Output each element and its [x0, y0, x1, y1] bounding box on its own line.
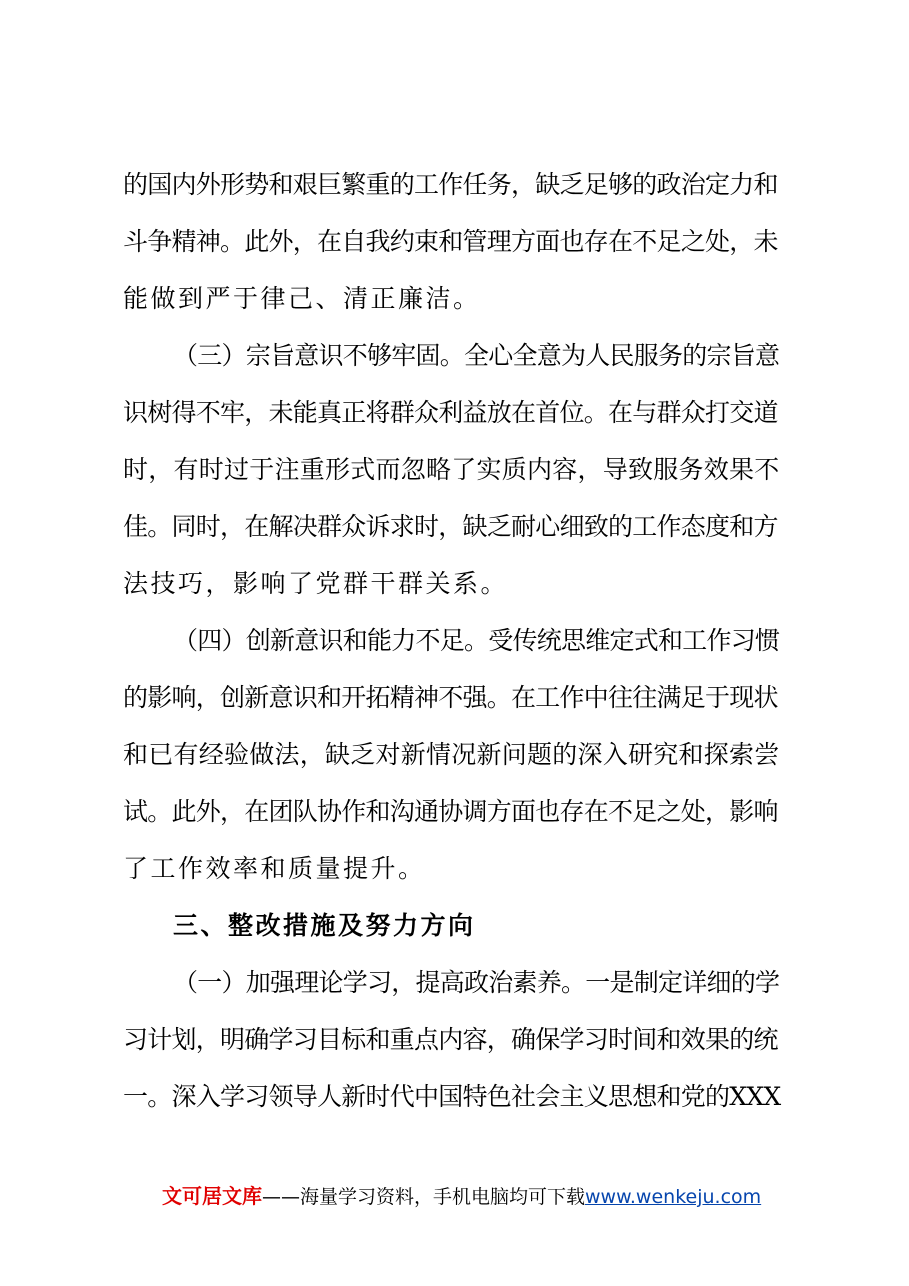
- paragraph-line: 斗争精神。此外，在自我约束和管理方面也存在不足之处，未: [123, 227, 778, 256]
- paragraph-line: 试。此外，在团队协作和沟通协调方面也存在不足之处，影响: [123, 797, 778, 826]
- paragraph-line: 法技巧，影响了党群干群关系。: [123, 569, 509, 598]
- paragraph-line: 的影响，创新意识和开拓精神不强。在工作中往往满足于现状: [123, 683, 778, 712]
- website-link[interactable]: www.wenkeju.com: [585, 1186, 762, 1208]
- footer-banner: [162, 1183, 782, 1210]
- section-heading: 三、整改措施及努力方向: [173, 911, 476, 940]
- brand-name: 文可居文库: [162, 1184, 262, 1208]
- paragraph-line: 佳。同时，在解决群众诉求时，缺乏耐心细致的工作态度和方: [123, 512, 778, 541]
- paragraph-line: （三）宗旨意识不够牢固。全心全意为人民服务的宗旨意: [173, 341, 780, 370]
- paragraph-line: 一。深入学习领导人新时代中国特色社会主义思想和党的XXX: [123, 1082, 781, 1111]
- paragraph-line: 的国内外形势和艰巨繁重的工作任务，缺乏足够的政治定力和: [123, 170, 778, 199]
- paragraph-line: 习计划，明确学习目标和重点内容，确保学习时间和效果的统: [123, 1025, 778, 1054]
- footer-tagline: ——海量学习资料，手机电脑均可下载: [262, 1186, 586, 1208]
- paragraph-line: 能做到严于律己、清正廉洁。: [123, 284, 481, 313]
- paragraph-line: 时，有时过于注重形式而忽略了实质内容，导致服务效果不: [123, 455, 780, 484]
- paragraph-line: 和已有经验做法，缺乏对新情况新问题的深入研究和探索尝: [123, 740, 780, 769]
- paragraph-line: 了工作效率和质量提升。: [123, 854, 426, 883]
- paragraph-line: （一）加强理论学习，提高政治素养。一是制定详细的学: [173, 968, 780, 997]
- paragraph-line: 识树得不牢，未能真正将群众利益放在首位。在与群众打交道: [123, 398, 778, 427]
- paragraph-line: （四）创新意识和能力不足。受传统思维定式和工作习惯: [173, 626, 780, 655]
